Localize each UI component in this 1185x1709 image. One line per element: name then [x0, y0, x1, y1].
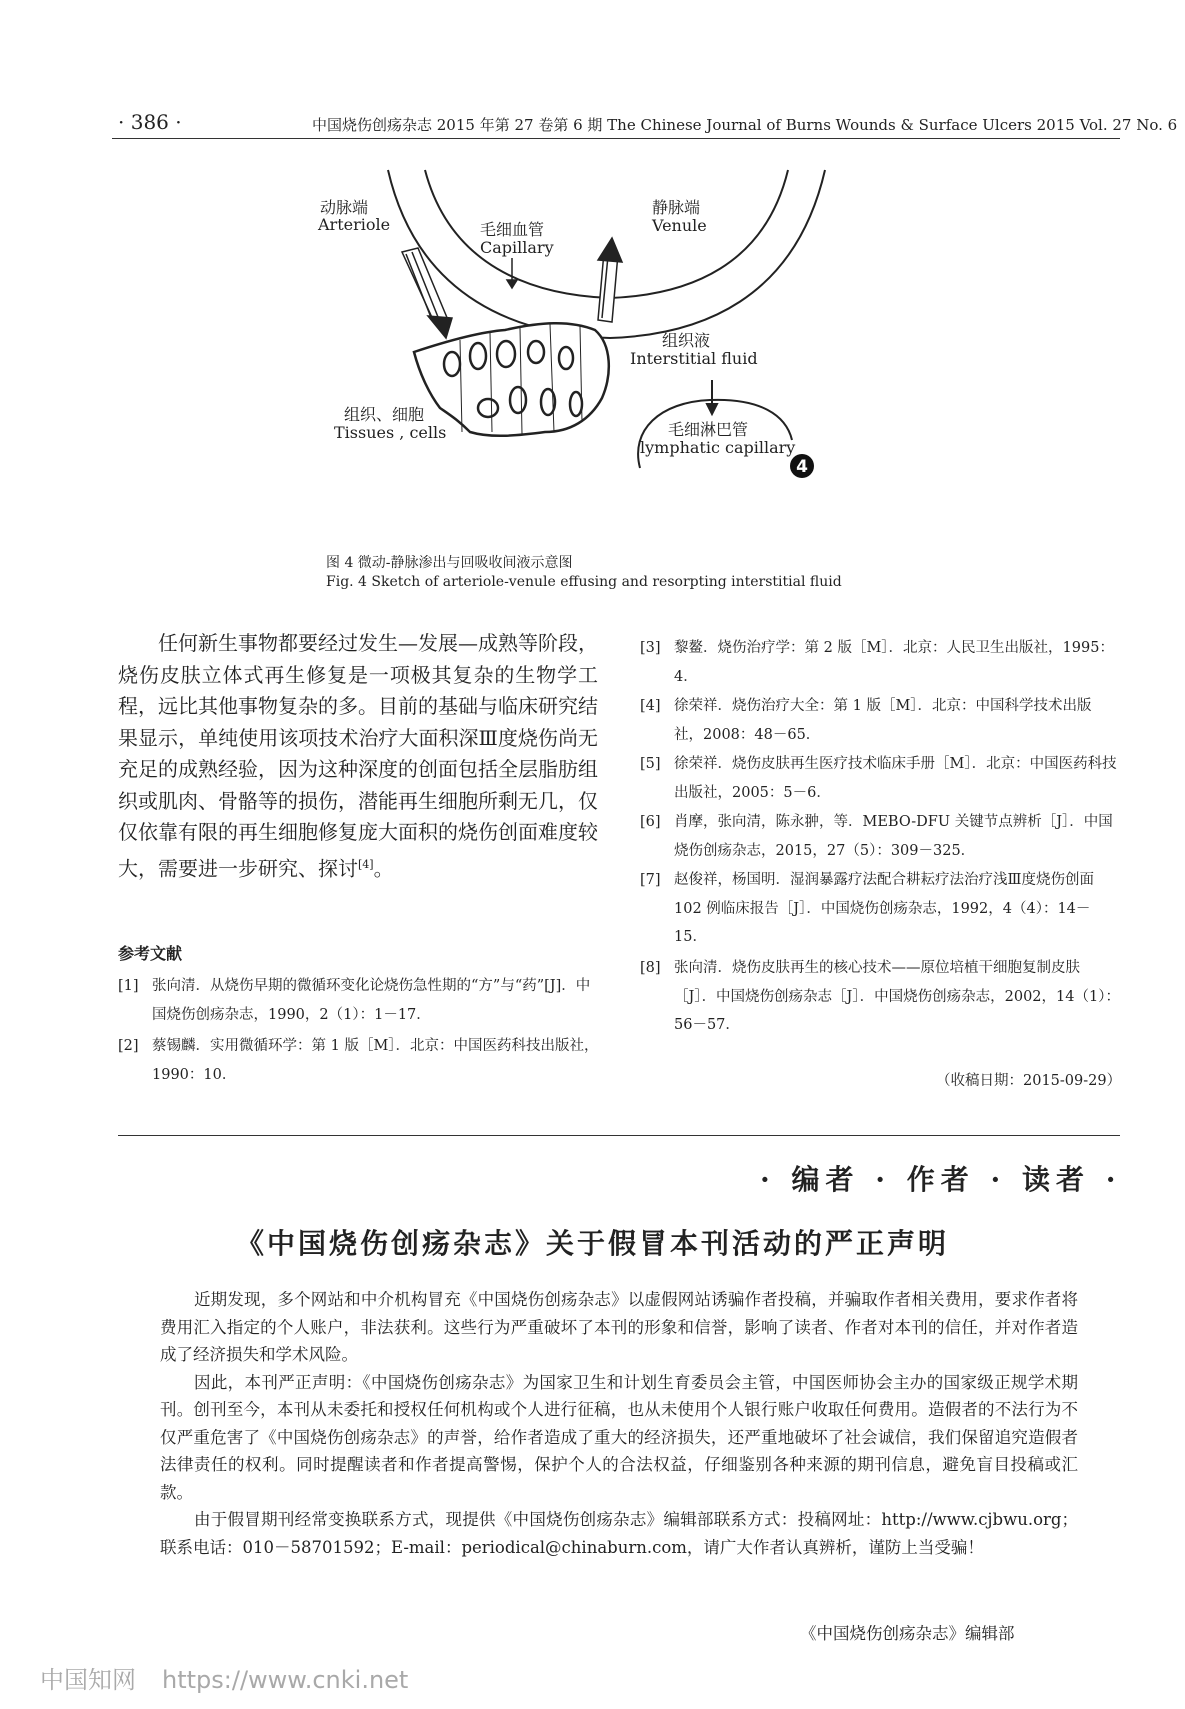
notice-paragraph: 近期发现，多个网站和中介机构冒充《中国烧伤创疡杂志》以虚假网站诱骗作者投稿，并骗取作者相关费用，要求作者将费用汇入指定的个人账户，非法获利。这些行为严重破坏了本刊的形象和信誉，影响了读者、作者对本刊的信任，并对作者造成了经济损失和学术风险。 [160, 1290, 1078, 1364]
label-venule-cn: 静脉端 [652, 198, 701, 217]
figure-4-diagram [318, 170, 900, 540]
label-venule-en: Venule [652, 216, 707, 235]
reference-number: [1] [118, 978, 139, 994]
figure-caption-en: Fig. 4 Sketch of arteriole-venule effusing and resorpting interstitial fluid [326, 574, 842, 590]
figure-caption-cn: 图 4 微动-静脉渗出与回吸收间液示意图 [326, 555, 573, 571]
arteriole-flow-arrow [402, 248, 452, 338]
label-tissues-cn: 组织、细胞 [344, 405, 425, 424]
notice-paragraph: 由于假冒期刊经常变换联系方式，现提供《中国烧伤创疡杂志》编辑部联系方式：投稿网址：http://www.cjbwu.org；联系电话：010－58701592；E-mail：periodical@chinaburn.com，请广大作者认真辨析，谨防上当受骗！ [160, 1510, 1078, 1557]
reference-item [640, 954, 1120, 1040]
reference-text: 赵俊祥，杨国明．湿润暴露疗法配合耕耘疗法治疗浅Ⅲ度烧伤创面 102 例临床报告［J］．中国烧伤创疡杂志，1992，4（4）：14－15． [674, 872, 1094, 945]
capillary-effusion-arrow [507, 258, 517, 288]
label-lymph-cn: 毛细淋巴管 [668, 420, 749, 439]
reference-number: [5] [640, 756, 661, 772]
venule-flow-arrow [598, 238, 622, 322]
watermark-brand: 中国知网 [40, 1666, 136, 1694]
page-number: · 386 · [118, 110, 182, 134]
references-heading: 参考文献 [118, 944, 183, 963]
header-divider [112, 138, 1120, 139]
running-header: 中国烧伤创疡杂志 2015 年第 27 卷第 6 期 The Chinese Journal of Burns Wounds & Surface Ulcers 2015 Vol. 27 No. 6 [312, 116, 1178, 134]
cnki-watermark [40, 1660, 434, 1695]
received-date: （收稿日期：2015-09-29） [936, 1073, 1122, 1089]
label-capillary-en: Capillary [480, 238, 554, 257]
reference-text: 徐荣祥．烧伤治疗大全：第 1 版［M］．北京：中国科学技术出版社，2008：48－65． [674, 698, 1092, 743]
label-interstitial-cn: 组织液 [662, 331, 711, 350]
reference-item [640, 866, 1120, 952]
reference-text: 徐荣祥．烧伤皮肤再生医疗技术临床手册［M］．北京：中国医药科技出版社，2005：5－6． [674, 756, 1117, 801]
reference-item [118, 972, 600, 1029]
reference-item [640, 634, 1120, 691]
label-arteriole-cn: 动脉端 [320, 198, 369, 217]
notice-body [160, 1286, 1078, 1561]
reference-text: 蔡锡麟．实用微循环学：第 1 版［M］．北京：中国医药科技出版社，1990：10． [152, 1038, 599, 1083]
reference-text: 张向清．烧伤皮肤再生的核心技术——原位培植干细胞复制皮肤［J］．中国烧伤创疡杂志［J］．中国烧伤创疡杂志，2002，14（1）：56－57． [674, 960, 1120, 1033]
reference-number: [4] [640, 698, 661, 714]
citation-marker: [4] [358, 857, 374, 871]
label-arteriole-en: Arteriole [318, 215, 391, 234]
notice-paragraph: 因此，本刊严正声明：《中国烧伤创疡杂志》为国家卫生和计划生育委员会主管，中国医师协会主办的国家级正规学术期刊。创刊至今，本刊从未委托和授权任何机构或个人进行征稿，也从未使用个人银行账户收取任何费用。造假者的不法行为不仅严重危害了《中国烧伤创疡杂志》的声誉，给作者造成了重大的经济损失，还严重地破坏了社会诚信，我们保留追究造假者法律责任的权利。同时提醒读者和作者提高警惕，保护个人的合法权益，仔细鉴别各种来源的期刊信息，避免盲目投稿或汇款。 [160, 1372, 1078, 1502]
reference-text: 黎鳌．烧伤治疗学：第 2 版［M］．北京：人民卫生出版社，1995：4． [674, 640, 1114, 685]
reference-number: [6] [640, 814, 661, 830]
reference-text: 张向清．从烧伤早期的微循环变化论烧伤急性期的“方”与“药”[J]．中国烧伤创疡杂志，1990，2（1）：1－17． [152, 978, 591, 1023]
label-capillary-cn: 毛细血管 [480, 220, 545, 239]
reference-number: [2] [118, 1038, 139, 1054]
label-interstitial-en: Interstitial fluid [630, 349, 758, 368]
notice-signature: 《中国烧伤创疡杂志》编辑部 [800, 1624, 1015, 1643]
section-divider [118, 1135, 1120, 1136]
notice-title: 《中国烧伤创疡杂志》关于假冒本刊活动的严正声明 [236, 1227, 950, 1260]
figure-badge-number: 4 [796, 457, 808, 477]
reference-item [640, 808, 1120, 865]
watermark-url: https://www.cnki.net [162, 1666, 409, 1694]
label-tissues-en: Tissues , cells [334, 423, 447, 442]
reference-number: [3] [640, 640, 661, 656]
tissue-cells-cluster [414, 323, 609, 436]
reference-number: [7] [640, 872, 661, 888]
paragraph-end: 。 [373, 856, 394, 881]
label-lymph-en: lymphatic capillary [640, 438, 796, 457]
reference-item [118, 1032, 600, 1089]
column-title: · 编者 · 作者 · 读者 · [760, 1163, 1122, 1196]
paragraph-text: 任何新生事物都要经过发生—发展—成熟等阶段，烧伤皮肤立体式再生修复是一项极其复杂的生物学工程，远比其他事物复杂的多。目前的基础与临床研究结果显示，单纯使用该项技术治疗大面积深Ⅲ度烧伤尚无充足的成熟经验，因为这种深度的创面包括全层脂肪组织或肌肉、骨骼等的损伤，潜能再生细胞所剩无几，仅仅依靠有限的再生细胞修复庞大面积的烧伤创面难度较大，需要进一步研究、探讨 [118, 631, 598, 881]
reference-text: 肖摩，张向清，陈永翀，等．MEBO-DFU 关键节点辨析［J］．中国烧伤创疡杂志，2015，27（5）：309－325． [674, 814, 1113, 859]
reference-item [640, 692, 1120, 749]
conclusion-paragraph [118, 628, 598, 885]
reference-number: [8] [640, 960, 661, 976]
reference-item [640, 750, 1120, 807]
